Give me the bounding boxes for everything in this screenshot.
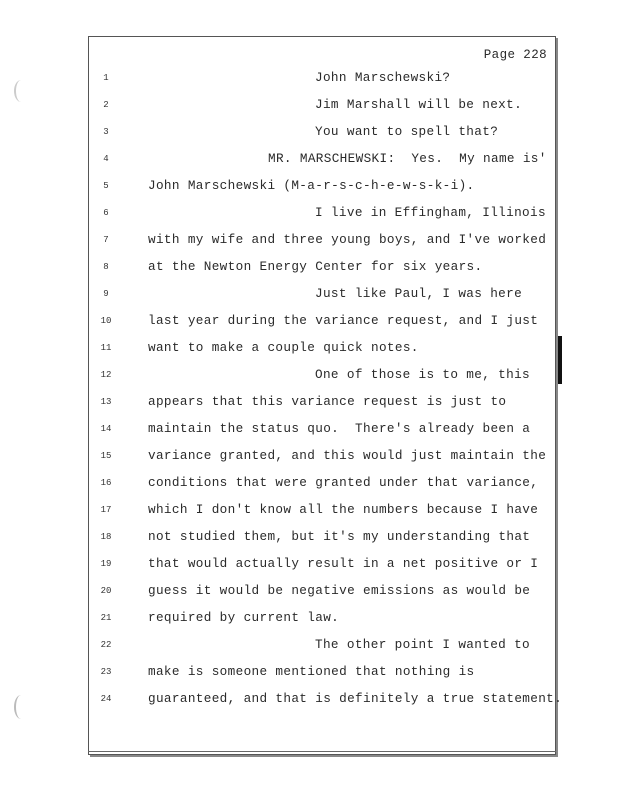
- transcript-line: I live in Effingham, Illinois: [315, 205, 546, 220]
- line-number: 22: [100, 640, 112, 650]
- line-number: 24: [100, 694, 112, 704]
- transcript-line: make is someone mentioned that nothing is: [148, 664, 475, 679]
- line-number: 6: [103, 208, 109, 218]
- line-number: 18: [100, 532, 112, 542]
- page-number: Page 228: [483, 48, 547, 62]
- line-number: 20: [100, 586, 112, 596]
- transcript-line: John Marschewski (M-a-r-s-c-h-e-w-s-k-i).: [148, 178, 475, 193]
- transcript-line: not studied them, but it's my understanding that: [148, 529, 531, 544]
- transcript-line: John Marschewski?: [315, 70, 451, 85]
- transcript-line: last year during the variance request, and I just: [148, 313, 539, 328]
- transcript-line: The other point I wanted to: [315, 637, 531, 652]
- line-number: 1: [103, 73, 109, 83]
- line-number: 19: [100, 559, 112, 569]
- line-number: 3: [103, 127, 109, 137]
- transcript-line: want to make a couple quick notes.: [148, 340, 419, 355]
- line-number: 17: [100, 505, 112, 515]
- line-number: 7: [103, 235, 109, 245]
- line-number: 11: [100, 343, 112, 353]
- transcript-line: Jim Marshall will be next.: [315, 97, 523, 112]
- line-number: 23: [100, 667, 112, 677]
- line-number: 12: [100, 370, 112, 380]
- transcript-line: MR. MARSCHEWSKI: Yes. My name is': [268, 151, 547, 166]
- transcript-line: maintain the status quo. There's already been a: [148, 421, 531, 436]
- transcript-line: guess it would be negative emissions as would be: [148, 583, 531, 598]
- transcript-line: that would actually result in a net positive or I: [148, 556, 539, 571]
- line-number: 4: [103, 154, 109, 164]
- line-number: 16: [100, 478, 112, 488]
- scan-smudge: [14, 695, 28, 719]
- transcript-line: conditions that were granted under that variance,: [148, 475, 539, 490]
- transcript-line: which I don't know all the numbers because I have: [148, 502, 539, 517]
- transcript-line: variance granted, and this would just maintain the: [148, 448, 547, 463]
- transcript-line: guaranteed, and that is definitely a true statement.: [148, 691, 563, 706]
- line-number: 5: [103, 181, 109, 191]
- line-number: 2: [103, 100, 109, 110]
- line-number: 13: [100, 397, 112, 407]
- transcript-line: appears that this variance request is just to: [148, 394, 507, 409]
- line-number: 9: [103, 289, 109, 299]
- transcript-line: You want to spell that?: [315, 124, 499, 139]
- binder-mark: [558, 336, 562, 384]
- transcript-line: required by current law.: [148, 610, 340, 625]
- transcript-line: with my wife and three young boys, and I've worked: [148, 232, 547, 247]
- line-number: 10: [100, 316, 112, 326]
- scan-smudge: [14, 80, 28, 102]
- line-number: 15: [100, 451, 112, 461]
- transcript-line: at the Newton Energy Center for six years.: [148, 259, 483, 274]
- transcript-line: Just like Paul, I was here: [315, 286, 523, 301]
- line-number: 14: [100, 424, 112, 434]
- line-number: 21: [100, 613, 112, 623]
- transcript-line: One of those is to me, this: [315, 367, 531, 382]
- bottom-rule: [88, 751, 556, 752]
- line-number: 8: [103, 262, 109, 272]
